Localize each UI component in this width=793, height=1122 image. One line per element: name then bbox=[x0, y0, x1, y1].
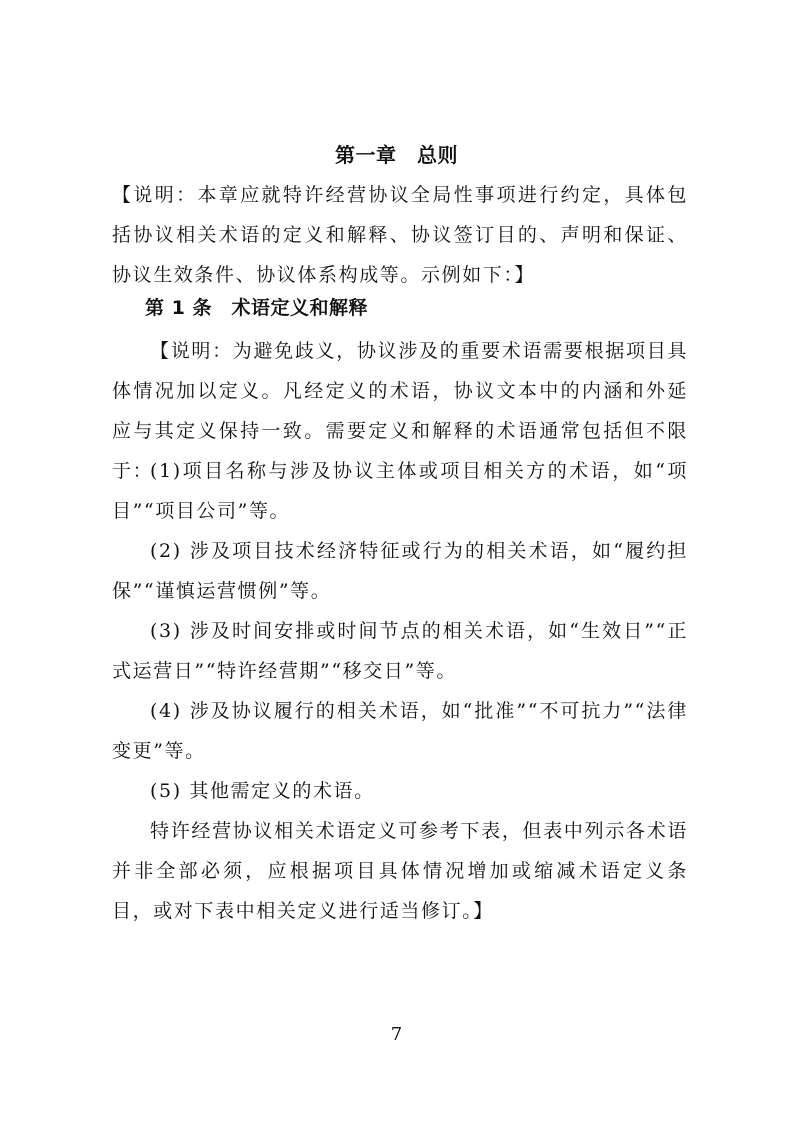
term-item-3: (3) 涉及时间安排或时间节点的相关术语，如“生效日”“正式运营日”“特许经营期”“移交日”等。 bbox=[112, 620, 688, 682]
term-item-2: (2) 涉及项目技术经济特征或行为的相关术语，如“履约担保”“谨慎运营惯例”等。 bbox=[112, 540, 688, 602]
term-item-1: (1)项目名称与涉及协议主体或项目相关方的术语，如“项目”“项目公司”等。 bbox=[112, 460, 688, 522]
term-item-4: (4) 涉及协议履行的相关术语，如“批准”“不可抗力”“法律变更”等。 bbox=[112, 700, 688, 762]
article-note: 【说明：为避免歧义，协议涉及的重要术语需要根据项目具体情况加以定义。凡经定义的术语，协议文本中的内涵和外延应与其定义保持一致。需要定义和解释的术语通常包括但不限于： bbox=[112, 340, 688, 482]
term-item-5: (5) 其他需定义的术语。 bbox=[150, 780, 375, 802]
closing-note: 特许经营协议相关术语定义可参考下表，但表中列示各术语并非全部必须，应根据项目具体情况增加或缩减术语定义条目，或对下表中相关定义进行适当修订。】 bbox=[112, 820, 688, 922]
article-title: 第 1 条 术语定义和解释 bbox=[145, 297, 368, 319]
chapter-title: 第一章 总则 bbox=[335, 143, 458, 167]
chapter-note: 【说明：本章应就特许经营协议全局性事项进行约定，具体包括协议相关术语的定义和解释、协议签订目的、声明和保证、协议生效条件、协议体系构成等。示例如下：】 bbox=[112, 184, 688, 286]
page-number: 7 bbox=[390, 1024, 403, 1045]
